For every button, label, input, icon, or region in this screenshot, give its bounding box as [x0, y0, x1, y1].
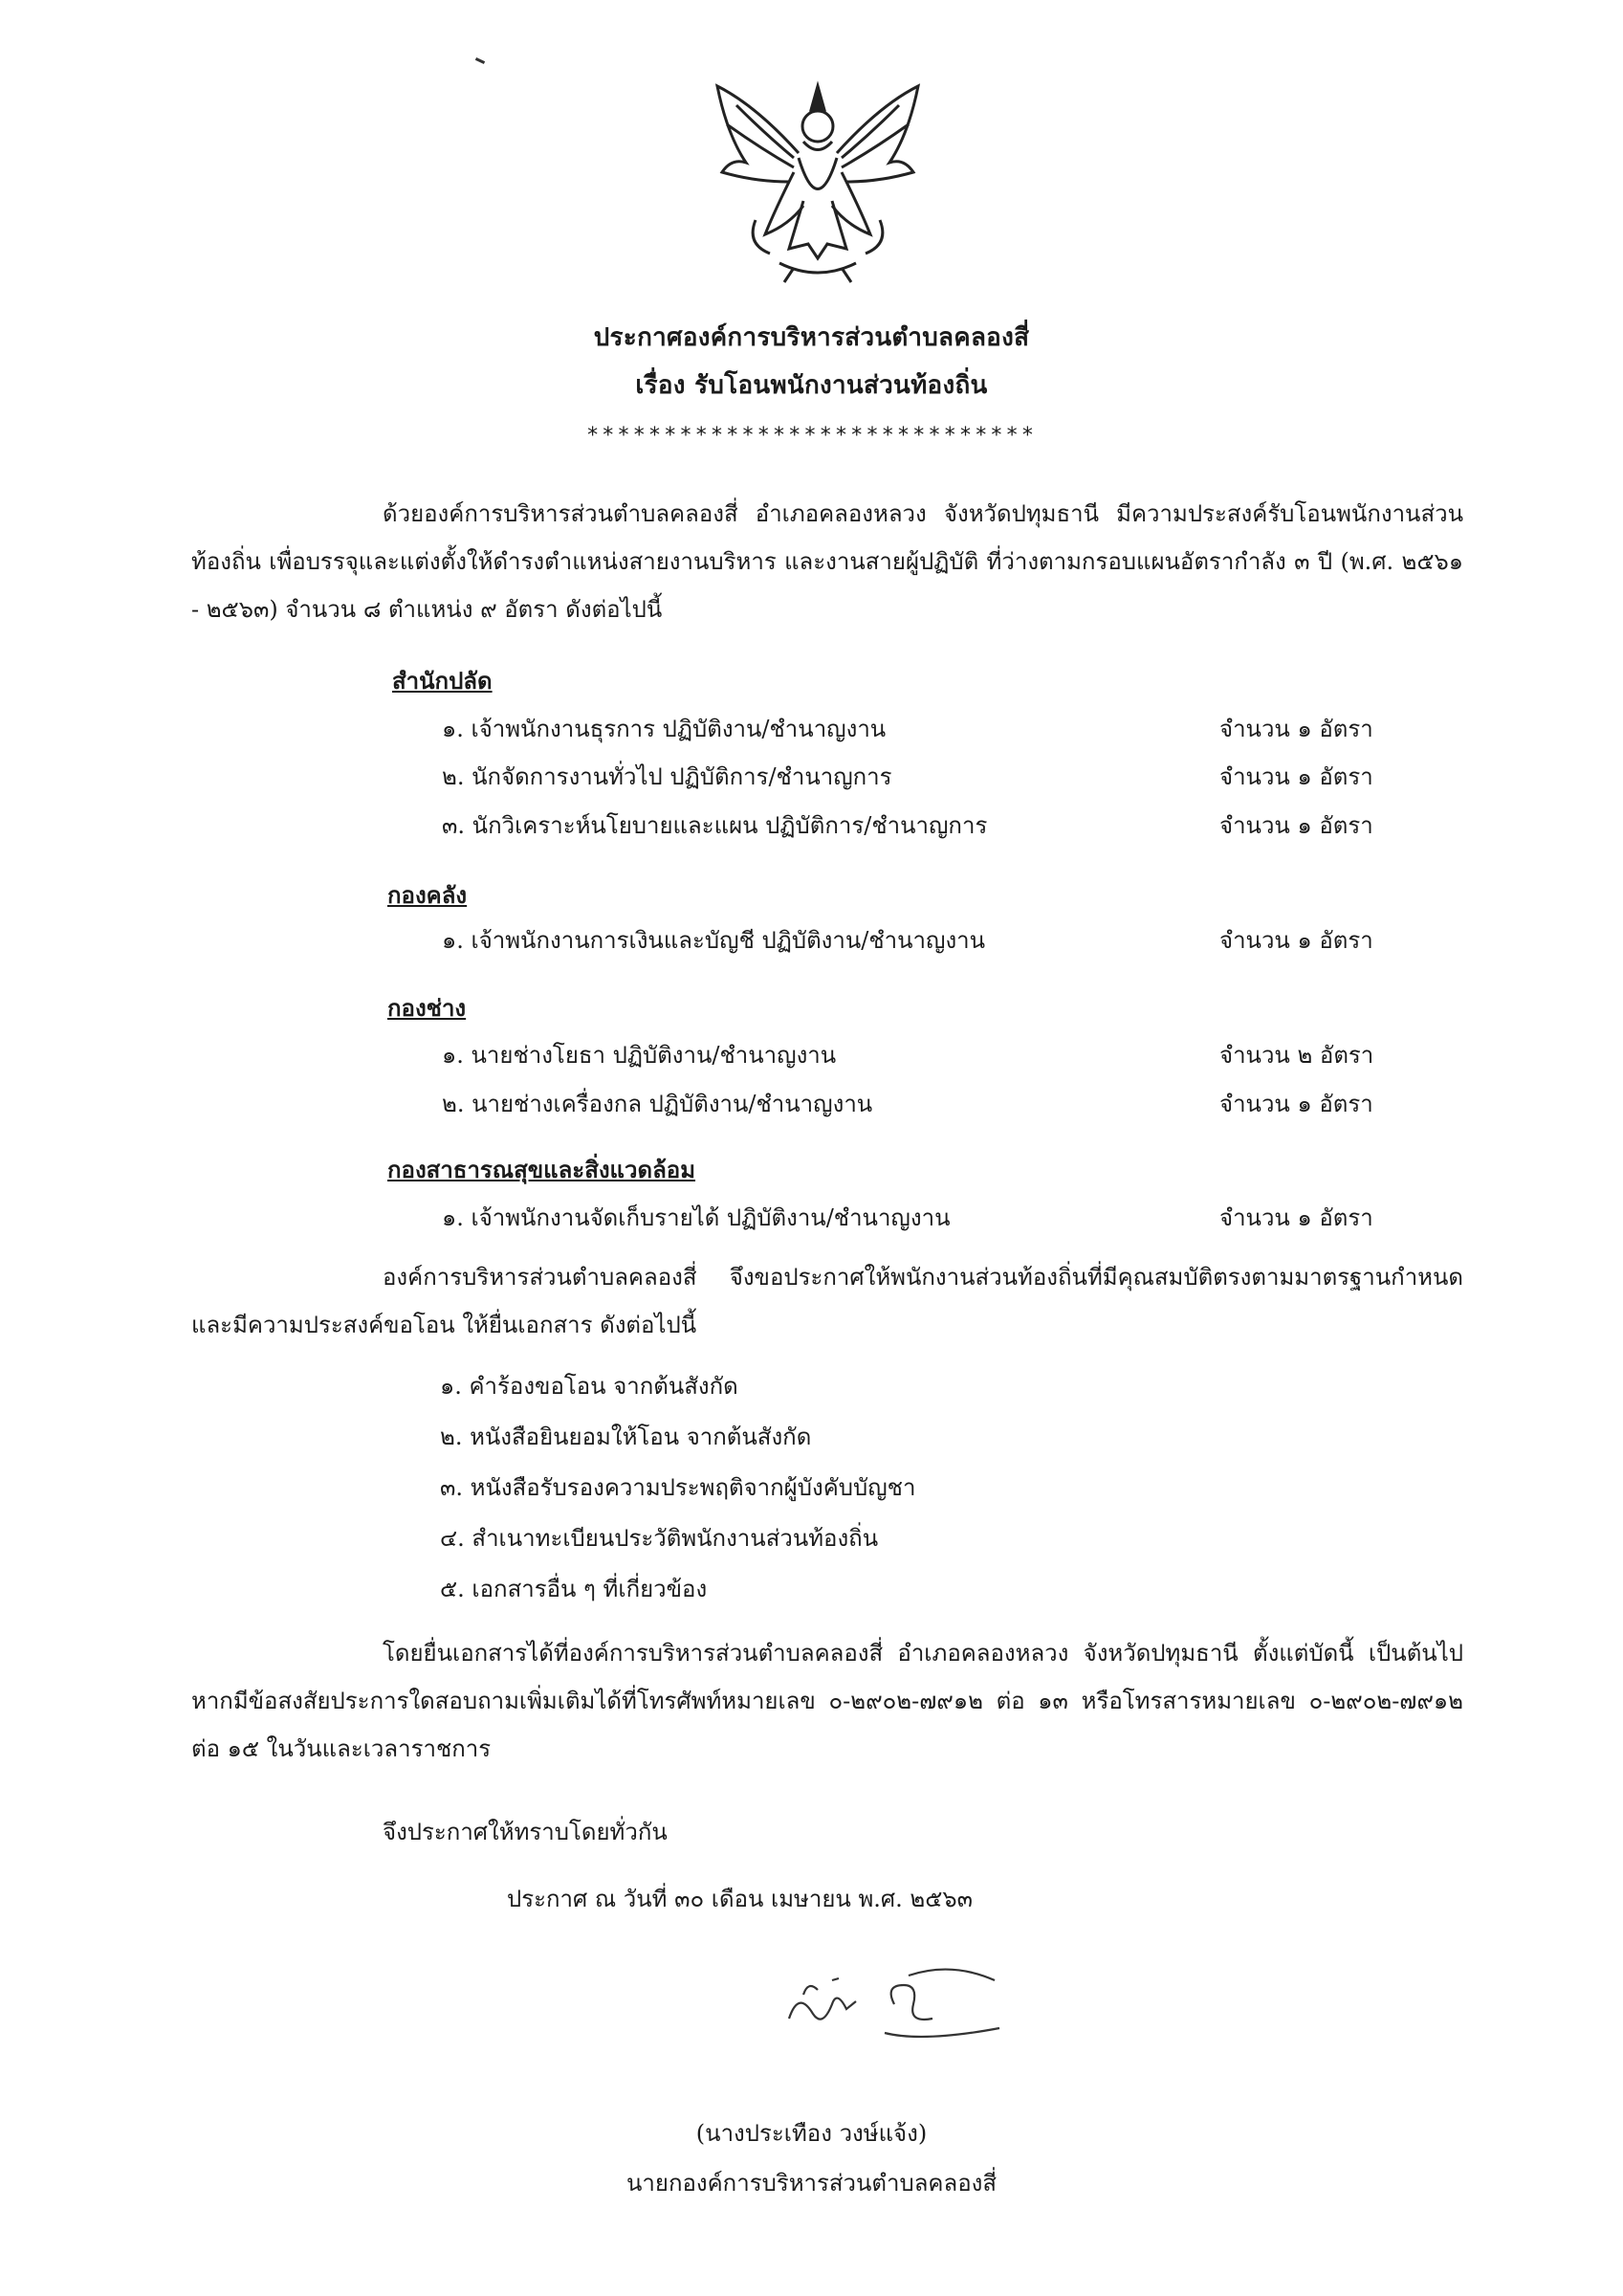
announcement-date: ประกาศ ณ วันที่ ๓๐ เดือน เมษายน พ.ศ. ๒๕๖๓: [507, 1886, 974, 1912]
position-quantity: จำนวน ๑ อัตรา: [1219, 1091, 1373, 1117]
closing-statement: จึงประกาศให้ทราบโดยทั่วกัน: [383, 1819, 668, 1845]
garuda-emblem-icon: [698, 67, 937, 297]
position-item: ๒. นายช่างเครื่องกล ปฏิบัติงาน/ชำนาญงาน: [442, 1091, 873, 1117]
position-quantity: จำนวน ๑ อัตรา: [1219, 716, 1373, 742]
department-heading: กองช่าง: [387, 994, 467, 1022]
position-quantity: จำนวน ๒ อัตรา: [1219, 1042, 1374, 1069]
position-quantity: จำนวน ๑ อัตรา: [1219, 763, 1373, 790]
department-heading: กองคลัง: [387, 881, 468, 909]
intro-paragraph: [191, 490, 1463, 633]
document-item: ๔. สำเนาทะเบียนประวัติพนักงานส่วนท้องถิ่น: [440, 1525, 879, 1552]
submission-paragraph: [191, 1629, 1463, 1773]
department-heading: กองสาธารณสุขและสิ่งแวดล้อม: [387, 1156, 696, 1183]
position-quantity: จำนวน ๑ อัตรา: [1219, 1204, 1373, 1231]
position-quantity: จำนวน ๑ อัตรา: [1219, 812, 1373, 839]
requirements-text: องค์การบริหารส่วนตำบลคลองสี่ จึงขอประกาศให้พนักงานส่วนท้องถิ่นที่มีคุณสมบัติตรงตามมาตรฐานกำหนด และมีความประสงค์ขอโอน ให้ยื่นเอกสาร ดังต่อไปนี้: [191, 1264, 1463, 1338]
requirements-paragraph: [191, 1253, 1463, 1349]
document-item: ๒. หนังสือยินยอมให้โอน จากต้นสังกัด: [440, 1424, 812, 1450]
document-item: ๑. คำร้องขอโอน จากต้นสังกัด: [440, 1373, 738, 1400]
intro-text: ด้วยองค์การบริหารส่วนตำบลคลองสี่ อำเภอคลองหลวง จังหวัดปทุมธานี มีความประสงค์รับโอนพนักงานส่วนท้องถิ่น เพื่อบรรจุและแต่งตั้งให้ดำรงตำแหน่งสายงานบริหาร และงานสายผู้ปฏิบัติ ที่ว่างตามกรอบแผนอัตรากำลัง ๓ ปี (พ.ศ. ๒๕๖๑ - ๒๕๖๓) จำนวน ๘ ตำแหน่ง ๙ อัตรา ดังต่อไปนี้: [191, 500, 1463, 623]
position-item: ๑. เจ้าพนักงานธุรการ ปฏิบัติงาน/ชำนาญงาน: [442, 716, 887, 742]
position-item: ๑. เจ้าพนักงานจัดเก็บรายได้ ปฏิบัติงาน/ชำนาญงาน: [442, 1204, 951, 1231]
announcement-subject: เรื่อง รับโอนพนักงานส่วนท้องถิ่น: [635, 371, 988, 400]
position-item: ๒. นักจัดการงานทั่วไป ปฏิบัติการ/ชำนาญการ: [442, 763, 892, 790]
position-item: ๓. นักวิเคราะห์นโยบายและแผน ปฏิบัติการ/ชำนาญการ: [442, 812, 988, 839]
announcement-title: ประกาศองค์การบริหารส่วนตำบลคลองสี่: [593, 323, 1030, 352]
position-quantity: จำนวน ๑ อัตรา: [1219, 927, 1373, 954]
document-item: ๕. เอกสารอื่น ๆ ที่เกี่ยวข้อง: [440, 1576, 708, 1602]
position-item: ๑. เจ้าพนักงานการเงินและบัญชี ปฏิบัติงาน/ชำนาญงาน: [442, 927, 986, 954]
submission-text: โดยยื่นเอกสารได้ที่องค์การบริหารส่วนตำบลคลองสี่ อำเภอคลองหลวง จังหวัดปทุมธานี ตั้งแต่บัดนี้ เป็นต้นไป หากมีข้อสงสัยประการใดสอบถามเพิ่มเติมได้ที่โทรศัพท์หมายเลข ๐-๒๙๐๒-๗๙๑๒ ต่อ ๑๓ หรือโทรสารหมายเลข ๐-๒๙๐๒-๗๙๑๒ ต่อ ๑๕ ในวันและเวลาราชการ: [191, 1640, 1463, 1762]
document-item: ๓. หนังสือรับรองความประพฤติจากผู้บังคับบัญชา: [440, 1474, 916, 1501]
position-item: ๑. นายช่างโยธา ปฏิบัติงาน/ชำนาญงาน: [442, 1042, 837, 1069]
signatory-name: (นางประเทือง วงษ์แจ้ง): [695, 2120, 928, 2147]
scan-mark: [475, 57, 485, 64]
handwritten-signature: [779, 1961, 1009, 2047]
department-heading: สำนักปลัด: [392, 667, 493, 695]
separator: *****************************: [585, 424, 1038, 448]
signatory-title: นายกองค์การบริหารส่วนตำบลคลองสี่: [626, 2170, 997, 2197]
